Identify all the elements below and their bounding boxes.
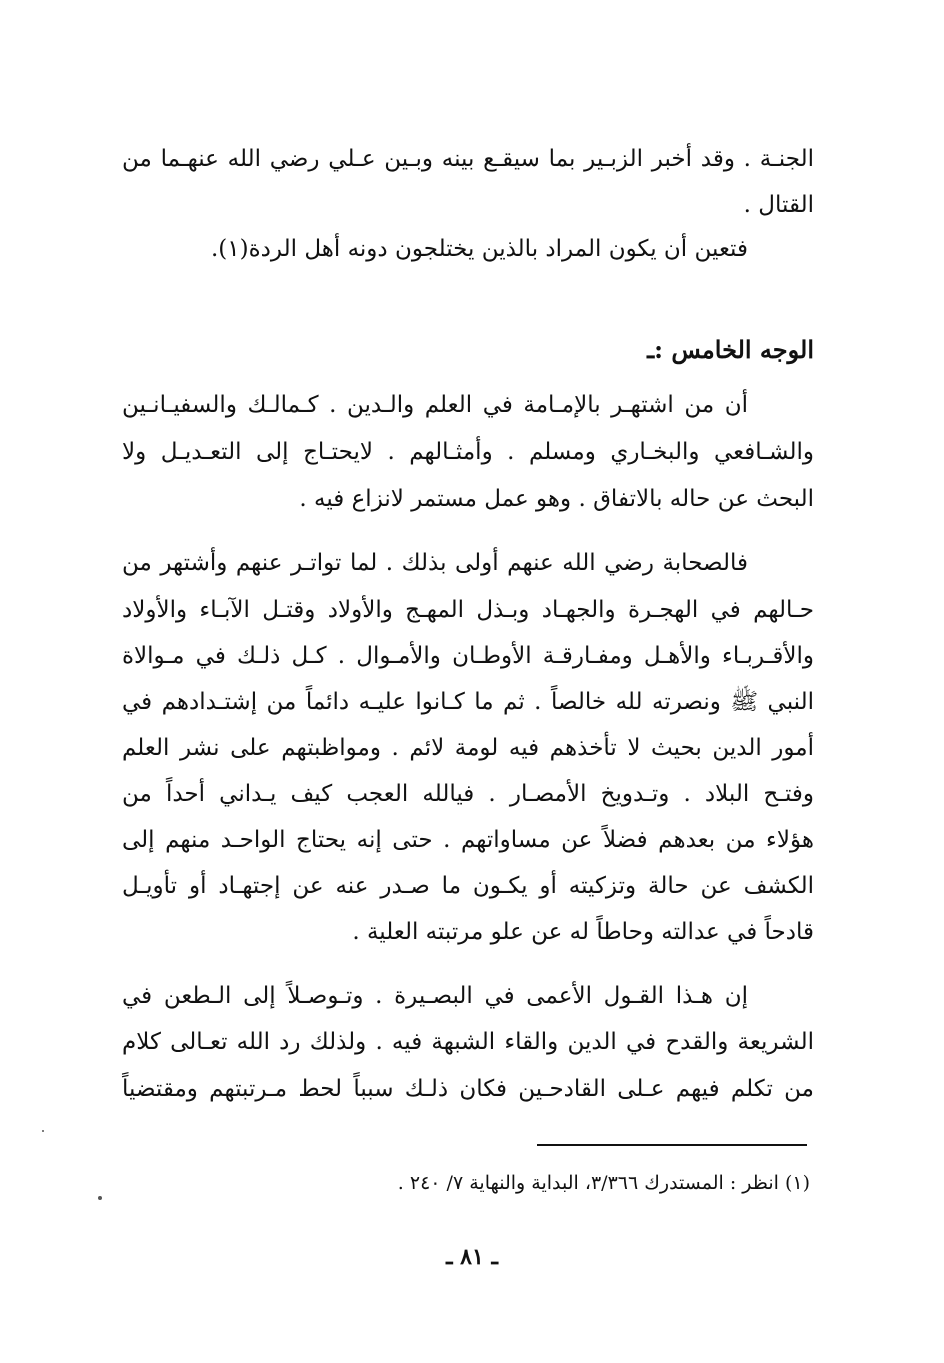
text-line: من تكلم فيهم عـلى القادحـين فكان ذلـك سبباً لحط مـرتبتهم ومقتضياً	[122, 1076, 814, 1102]
scan-speck	[42, 1130, 44, 1132]
text-line: الكشف عن حالة وتزكيته أو يكـون ما صـدر عنه عن إجتهـاد أو تأويـل	[122, 873, 814, 899]
text-line: الجنـة . وقد أخبر الزبـير بما سيقـع بينه وبـين عـلي رضي الله عنهـما من	[122, 146, 814, 172]
text-line: فالصحابة رضي الله عنهم أولى بذلك . لما تواتـر عنهم وأشتهر من	[122, 550, 748, 576]
text-line: وفتـح البلاد . وتـدويخ الأمصـار . فيالله العجب كيف يـداني أحداً من	[122, 781, 814, 807]
text-line: قادحاً في عدالته وحاطاً له عن علو مرتبته العلية .	[352, 919, 814, 945]
text-line: الشريعة والقدح في الدين والقاء الشبهة فيه . ولذلك رد الله تعـالى كلام	[122, 1029, 814, 1055]
footnote: (١) انظر : المستدرك ٣/٣٦٦، البداية والنهاية ٧/ ٢٤٠ .	[397, 1172, 810, 1194]
text-line: القتال .	[743, 192, 814, 218]
scan-speck	[98, 1196, 102, 1200]
footnote-rule	[537, 1144, 807, 1146]
text-line: حـالهم في الهجـرة والجهـاد وبـذل المهـج والأولاد وقتـل الآبـاء والأولاد	[122, 597, 814, 623]
page-number: ـ ٨١ ـ	[446, 1244, 498, 1270]
text-line: أمور الدين بحيث لا تأخذهم فيه لومة لائم . ومواظبتهم على نشر العلم	[122, 735, 814, 761]
section-heading: الوجه الخامس :ـ	[647, 335, 814, 364]
text-line: والشـافعي والبخـاري ومسلم . وأمثـالهم . لايحتـاج إلى التعـديـل ولا	[122, 439, 814, 465]
text-line: هؤلاء من بعدهم فضلاً عن مساواتهم . حتى إنه يحتاج الواحـد منهم إلى	[122, 827, 814, 853]
text-line: أن من اشتهـر بالإمـامة في العلم والـدين . كـمالـك والسفيـانـين	[122, 392, 748, 418]
text-line: والأقـربـاء والأهـل ومفـارقـة الأوطـان والأمـوال . كـل ذلـك في مـوالاة	[122, 643, 814, 669]
text-line: إن هـذا القـول الأعمى في البصـيرة . وتـوصـلاً إلى الـطعن في	[122, 983, 748, 1009]
text-line: فتعين أن يكون المراد بالذين يختلجون دونه أهل الردة(١).	[211, 236, 748, 262]
text-line: النبي ﷺ ونصرته لله خالصاً . ثم ما كـانوا عليـه دائماً من إشتـدادهم في	[122, 689, 814, 715]
text-line: البحث عن حاله بالاتفاق . وهو عمل مستمر لانزاع فيه .	[299, 486, 814, 512]
